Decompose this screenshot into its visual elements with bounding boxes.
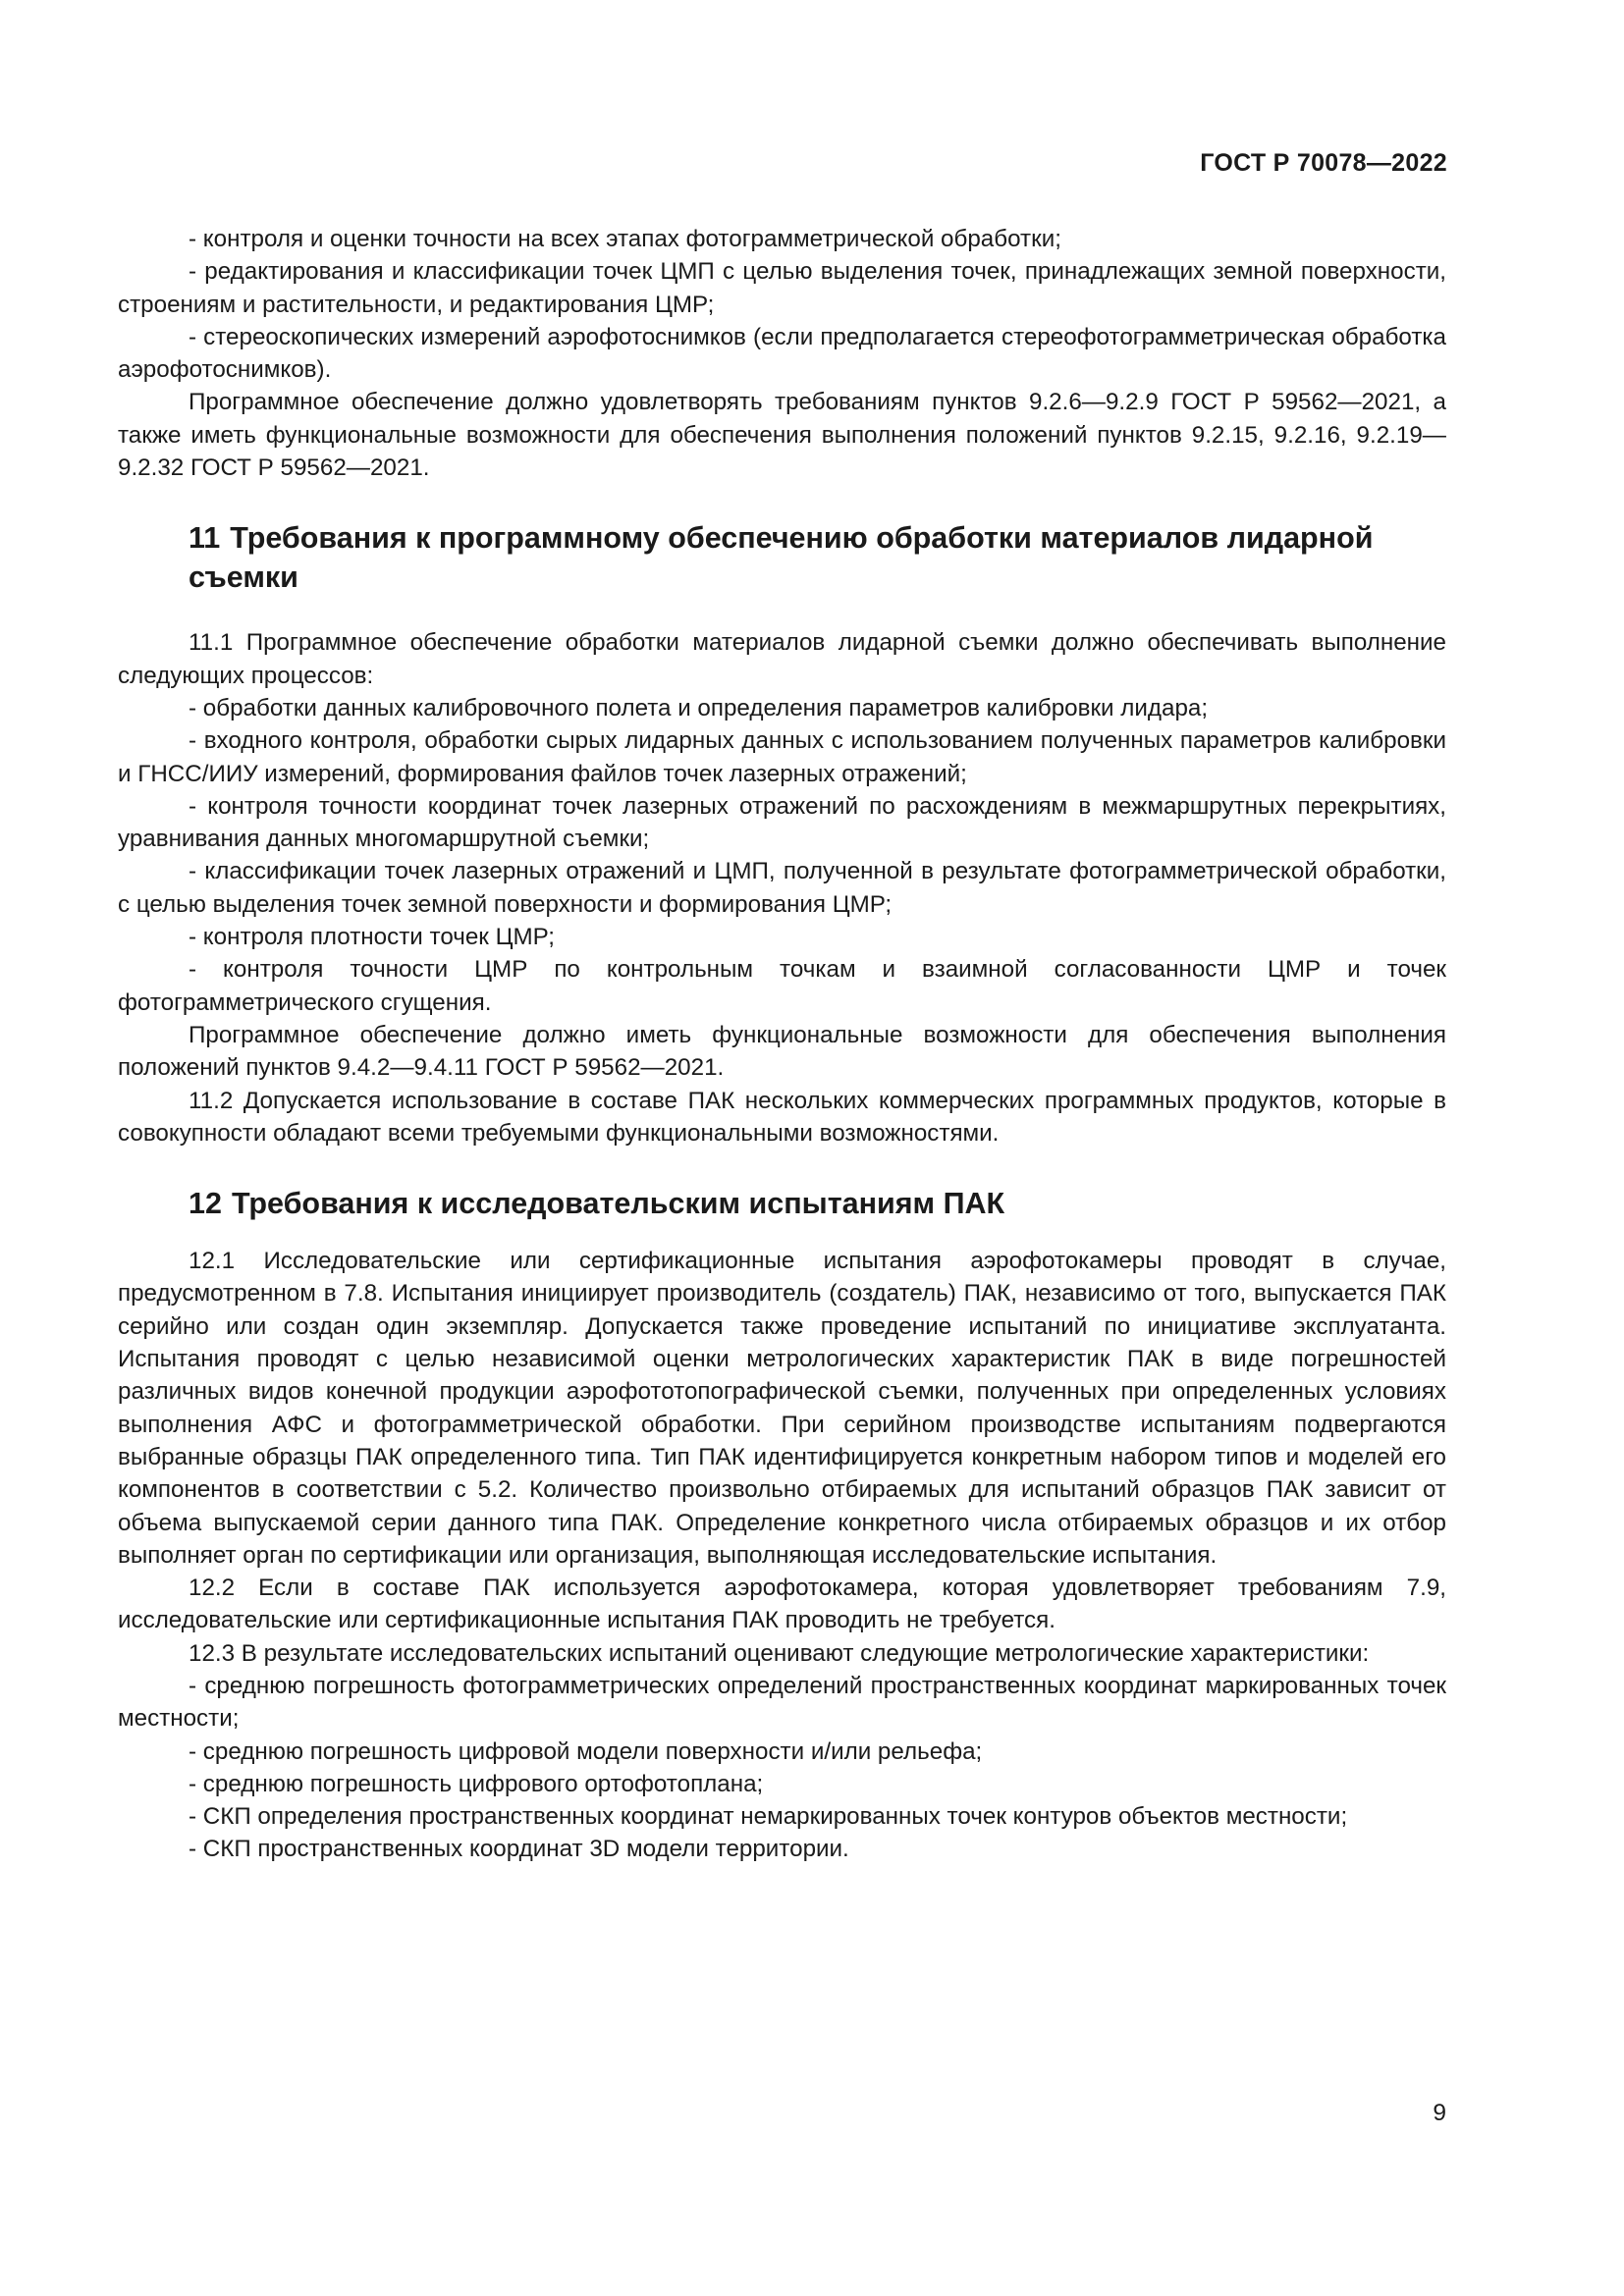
- list-item: - контроля и оценки точности на всех этапах фотограмметрической обработки;: [189, 226, 1061, 252]
- list-item: - стереоскопических измерений аэрофотоснимков (если предполагается стереофотограмметрическая обработка аэрофотоснимков).: [118, 323, 1446, 384]
- paragraph: 12.1 Исследовательские или сертификационные испытания аэрофотокамеры проводят в случае, предусмотренном в 7.8. Испытания инициирует производитель (создатель) ПАК, независимо от того, выпускается ПАК серийно или создан один экземпляр. Допускается также проведение испытаний по инициативе эксплуатанта. Испытания проводят с целью независимой оценки метрологических характеристик ПАК в виде погрешностей различных видов конечной продукции аэрофототопографической съемки, полученных при определенных условиях выполнения АФС и фотограмметрической обработки. При серийном производстве испытаниям подвергаются выбранные образцы ПАК определенного типа. Тип ПАК идентифицируется конкретным набором типов и моделей его компонентов в соответствии с 5.2. Количество произвольно отбираемых для испытаний образцов ПАК зависит от объема выпускаемой серии данного типа ПАК. Определение конкретного числа отбираемых образцов и их отбор выполняет орган по сертификации или организация, выполняющая исследовательские испытания.: [118, 1248, 1446, 1569]
- section-title: Требования к исследовательским испытаниям ПАК: [231, 1187, 1005, 1221]
- paragraph: 12.2 Если в составе ПАК используется аэрофотокамера, которая удовлетворяет требованиям 7.9, исследовательские или сертификационные испытания ПАК проводить не требуется.: [118, 1575, 1446, 1634]
- list-item: - контроля точности координат точек лазерных отражений по расхождениям в межмаршрутных перекрытиях, уравнивания данных многомаршрутной съемки;: [118, 792, 1446, 853]
- page-number: 9: [1433, 2100, 1446, 2126]
- section-title: Требования к программному обеспечению обработки материалов лидарной съемки: [189, 521, 1374, 595]
- paragraph: 11.2 Допускается использование в составе ПАК нескольких коммерческих программных продуктов, которые в совокупности обладают всеми требуемыми функциональными возможностями.: [118, 1087, 1446, 1147]
- section-11-heading: [118, 518, 1446, 597]
- list-item: - СКП определения пространственных координат немаркированных точек контуров объектов местности;: [189, 1803, 1348, 1831]
- list-item: - среднюю погрешность цифрового ортофотоплана;: [189, 1770, 764, 1797]
- paragraph: Программное обеспечение должно иметь функциональные возможности для обеспечения выполнения положений пунктов 9.4.2—9.4.11 ГОСТ Р 59562—2021.: [118, 1021, 1446, 1082]
- paragraph: 12.3 В результате исследовательских испытаний оценивают следующие метрологические характеристики:: [189, 1639, 1370, 1667]
- paragraph: 11.1 Программное обеспечение обработки материалов лидарной съемки должно обеспечивать выполнение следующих процессов:: [118, 629, 1446, 689]
- section-12-heading: [118, 1184, 1446, 1223]
- list-item: - обработки данных калибровочного полета и определения параметров калибровки лидара;: [189, 694, 1209, 721]
- paragraph: Программное обеспечение должно удовлетворять требованиям пунктов 9.2.6—9.2.9 ГОСТ Р 59562—2021, а также иметь функциональные возможности для обеспечения выполнения положений пунктов 9.2.15, 9.2.16, 9.2.19—9.2.32 ГОСТ Р 59562—2021.: [118, 389, 1446, 482]
- list-item: - среднюю погрешность фотограмметрических определений пространственных координат маркированных точек местности;: [118, 1672, 1446, 1733]
- document-code-header: ГОСТ Р 70078—2022: [1200, 149, 1447, 177]
- list-item: - входного контроля, обработки сырых лидарных данных с использованием полученных параметров калибровки и ГНСС/ИИУ измерений, формирования файлов точек лазерных отражений;: [118, 727, 1446, 787]
- list-item: - контроля точности ЦМР по контрольным точкам и взаимной согласованности ЦМР и точек фотограмметрического сгущения.: [118, 956, 1446, 1016]
- list-item: - контроля плотности точек ЦМР;: [189, 924, 555, 951]
- list-item: - среднюю погрешность цифровой модели поверхности и/или рельефа;: [189, 1737, 983, 1765]
- list-item: - классификации точек лазерных отражений и ЦМП, полученной в результате фотограмметрической обработки, с целью выделения точек земной поверхности и формирования ЦМР;: [118, 858, 1446, 918]
- list-item: - СКП пространственных координат 3D модели территории.: [189, 1836, 849, 1863]
- section-number: 12: [189, 1187, 222, 1221]
- section-number: 11: [189, 521, 221, 556]
- list-item: - редактирования и классификации точек ЦМП с целью выделения точек, принадлежащих земной поверхности, строениям и растительности, и редактирования ЦМР;: [118, 258, 1446, 318]
- document-body: [118, 223, 1446, 1866]
